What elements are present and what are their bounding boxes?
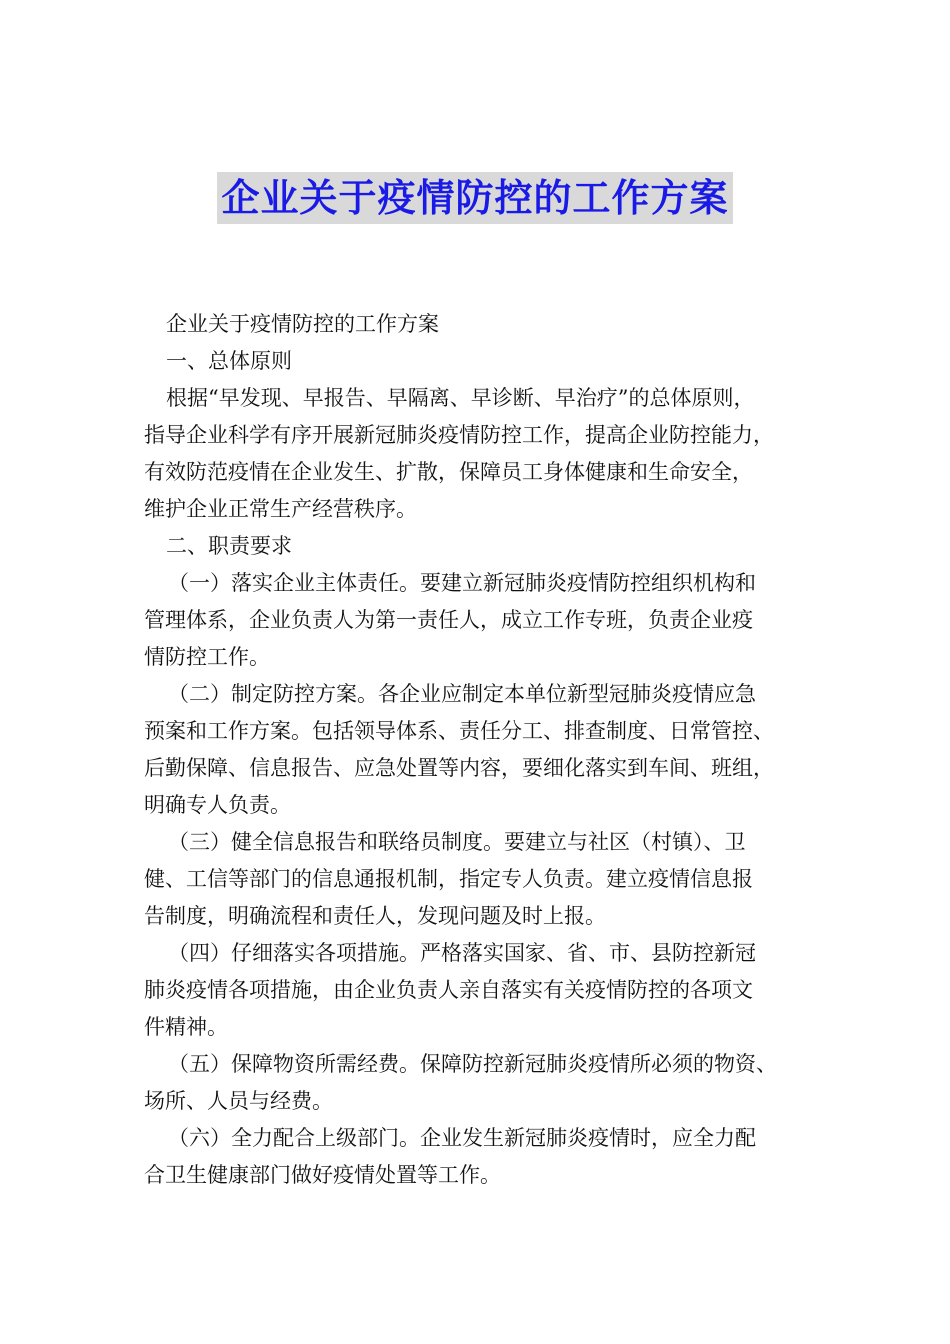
document-title: 企业关于疫情防控的工作方案 <box>217 172 732 224</box>
body-line: 后勤保障、信息报告、应急处置等内容，要细化落实到车间、班组， <box>144 756 774 780</box>
body-line: （二）制定防控方案。各企业应制定本单位新型冠肺炎疫情应急 <box>168 682 756 706</box>
body-line: 件精神。 <box>144 1015 228 1039</box>
document-body <box>144 306 828 1194</box>
body-line: 情防控工作。 <box>144 645 270 669</box>
body-line: 场所、人员与经费。 <box>144 1089 333 1113</box>
section-heading-2: 二、职责要求 <box>166 534 292 558</box>
body-line: （四）仔细落实各项措施。严格落实国家、省、市、县防控新冠 <box>168 941 756 965</box>
body-line: 告制度，明确流程和责任人，发现问题及时上报。 <box>144 904 606 928</box>
title-container <box>0 172 950 224</box>
body-line: 指导企业科学有序开展新冠肺炎疫情防控工作，提高企业防控能力， <box>144 423 774 447</box>
body-line: （六）全力配合上级部门。企业发生新冠肺炎疫情时，应全力配 <box>168 1126 756 1150</box>
body-line: 管理体系，企业负责人为第一责任人，成立工作专班，负责企业疫 <box>144 608 753 632</box>
body-line: （五）保障物资所需经费。保障防控新冠肺炎疫情所必须的物资、 <box>168 1052 777 1076</box>
body-line: 预案和工作方案。包括领导体系、责任分工、排查制度、日常管控、 <box>144 719 774 743</box>
body-line: 健、工信等部门的信息通报机制，指定专人负责。建立疫情信息报 <box>144 867 753 891</box>
body-line: （三）健全信息报告和联络员制度。要建立与社区（村镇）、卫 <box>168 830 746 854</box>
body-line-heading: 企业关于疫情防控的工作方案 <box>166 312 439 336</box>
body-line: 合卫生健康部门做好疫情处置等工作。 <box>144 1163 501 1187</box>
body-line: （一）落实企业主体责任。要建立新冠肺炎疫情防控组织机构和 <box>168 571 756 595</box>
section-heading-1: 一、总体原则 <box>166 349 292 373</box>
body-line: 根据“早发现、早报告、早隔离、早诊断、早治疗”的总体原则， <box>166 386 755 410</box>
body-line: 肺炎疫情各项措施，由企业负责人亲自落实有关疫情防控的各项文 <box>144 978 753 1002</box>
body-line: 有效防范疫情在企业发生、扩散，保障员工身体健康和生命安全， <box>144 460 753 484</box>
body-line: 明确专人负责。 <box>144 793 291 817</box>
body-line: 维护企业正常生产经营秩序。 <box>144 497 417 521</box>
